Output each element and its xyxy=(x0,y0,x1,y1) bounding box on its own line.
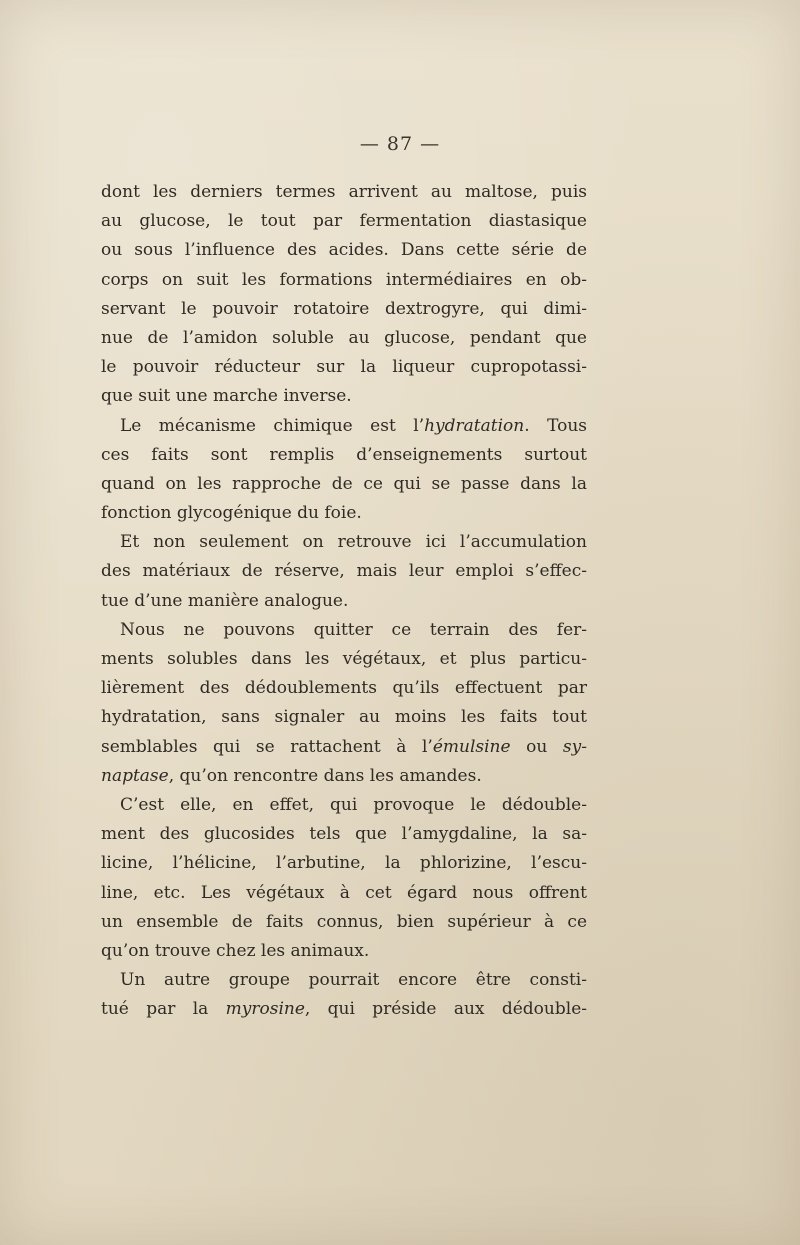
text-line xyxy=(101,499,587,528)
text-segment: que suit une marche inverse. xyxy=(101,386,352,407)
text-line xyxy=(101,908,587,937)
text-segment: nue de l’amidon soluble au glucose, pendant que xyxy=(101,327,587,348)
text-line xyxy=(101,295,587,324)
text-line xyxy=(101,791,587,820)
text-segment: . Tous xyxy=(524,415,587,436)
text-line xyxy=(101,412,587,441)
text-line xyxy=(101,762,587,791)
text-line xyxy=(101,557,587,586)
text-segment: servant le pouvoir rotatoire dextrogyre, qui dimi- xyxy=(101,298,587,319)
text-line xyxy=(101,820,587,849)
text-segment: ou xyxy=(510,736,563,757)
text-line xyxy=(101,616,587,645)
body-text xyxy=(101,178,587,1024)
italic-term: myrosine xyxy=(225,999,305,1020)
text-segment: lièrement des dédoublements qu’ils effectuent par xyxy=(101,678,587,699)
text-segment: semblables qui se rattachent à l’ xyxy=(101,736,433,757)
text-line xyxy=(101,178,587,207)
text-line xyxy=(101,849,587,878)
text-segment: ces faits sont remplis d’enseignements surtout xyxy=(101,444,587,465)
text-segment: le pouvoir réducteur sur la liqueur cupropotassi- xyxy=(101,357,587,378)
text-segment: , qui préside aux dédouble- xyxy=(304,999,587,1020)
text-segment: fonction glycogénique du foie. xyxy=(101,503,362,524)
text-line xyxy=(101,324,587,353)
text-segment: ments solubles dans les végétaux, et plus particu- xyxy=(101,649,587,669)
text-segment: corps on suit les formations intermédiaires en ob- xyxy=(101,269,587,290)
text-segment: ou sous l’influence des acides. Dans cette série de xyxy=(101,240,587,261)
italic-term: émulsine xyxy=(432,736,511,757)
text-segment: Nous ne pouvons quitter ce terrain des fer- xyxy=(120,619,587,640)
text-line xyxy=(101,703,587,732)
text-line xyxy=(101,236,587,265)
text-segment: qu’on trouve chez les animaux. xyxy=(101,940,370,961)
text-segment: tué par la xyxy=(101,999,226,1020)
text-segment: quand on les rapproche de ce qui se passe dans la xyxy=(101,473,587,494)
text-line xyxy=(101,995,587,1024)
page-number: — 87 — xyxy=(359,133,441,155)
text-segment: au glucose, le tout par fermentation diastasique xyxy=(101,211,587,232)
text-line xyxy=(101,966,587,995)
text-segment: licine, l’hélicine, l’arbutine, la phlorizine, l’escu- xyxy=(101,853,587,874)
text-line xyxy=(101,733,587,762)
text-segment: line, etc. Les végétaux à cet égard nous offrent xyxy=(101,882,587,903)
text-segment: un ensemble de faits connus, bien supérieur à ce xyxy=(101,911,587,932)
text-line xyxy=(101,528,587,557)
text-segment: tue d’une manière analogue. xyxy=(101,590,349,611)
text-segment: Un autre groupe pourrait encore être consti- xyxy=(120,970,587,991)
text-line xyxy=(101,674,587,703)
text-line xyxy=(101,353,587,382)
text-line xyxy=(101,382,587,411)
text-segment: , qu’on rencontre dans les amandes. xyxy=(168,765,482,786)
text-segment: ment des glucosides tels que l’amygdaline, la sa- xyxy=(101,824,587,845)
italic-term: sy- xyxy=(562,736,587,757)
text-line xyxy=(101,441,587,470)
text-line xyxy=(101,645,587,674)
italic-term: naptase xyxy=(101,765,169,786)
text-line xyxy=(101,266,587,295)
text-segment: Et non seulement on retrouve ici l’accumulation xyxy=(120,532,587,553)
text-segment: C’est elle, en effet, qui provoque le dédouble- xyxy=(120,794,587,815)
italic-term: hydratation xyxy=(424,415,525,436)
text-line xyxy=(101,207,587,236)
text-line xyxy=(101,879,587,908)
text-segment: Le mécanisme chimique est l’ xyxy=(120,415,425,436)
text-line xyxy=(101,937,587,966)
text-segment: hydratation, sans signaler au moins les faits tout xyxy=(101,707,587,728)
text-line xyxy=(101,470,587,499)
text-segment: dont les derniers termes arrivent au maltose, puis xyxy=(101,182,587,202)
text-line xyxy=(101,587,587,616)
text-segment: des matériaux de réserve, mais leur emploi s’effec- xyxy=(101,561,587,582)
